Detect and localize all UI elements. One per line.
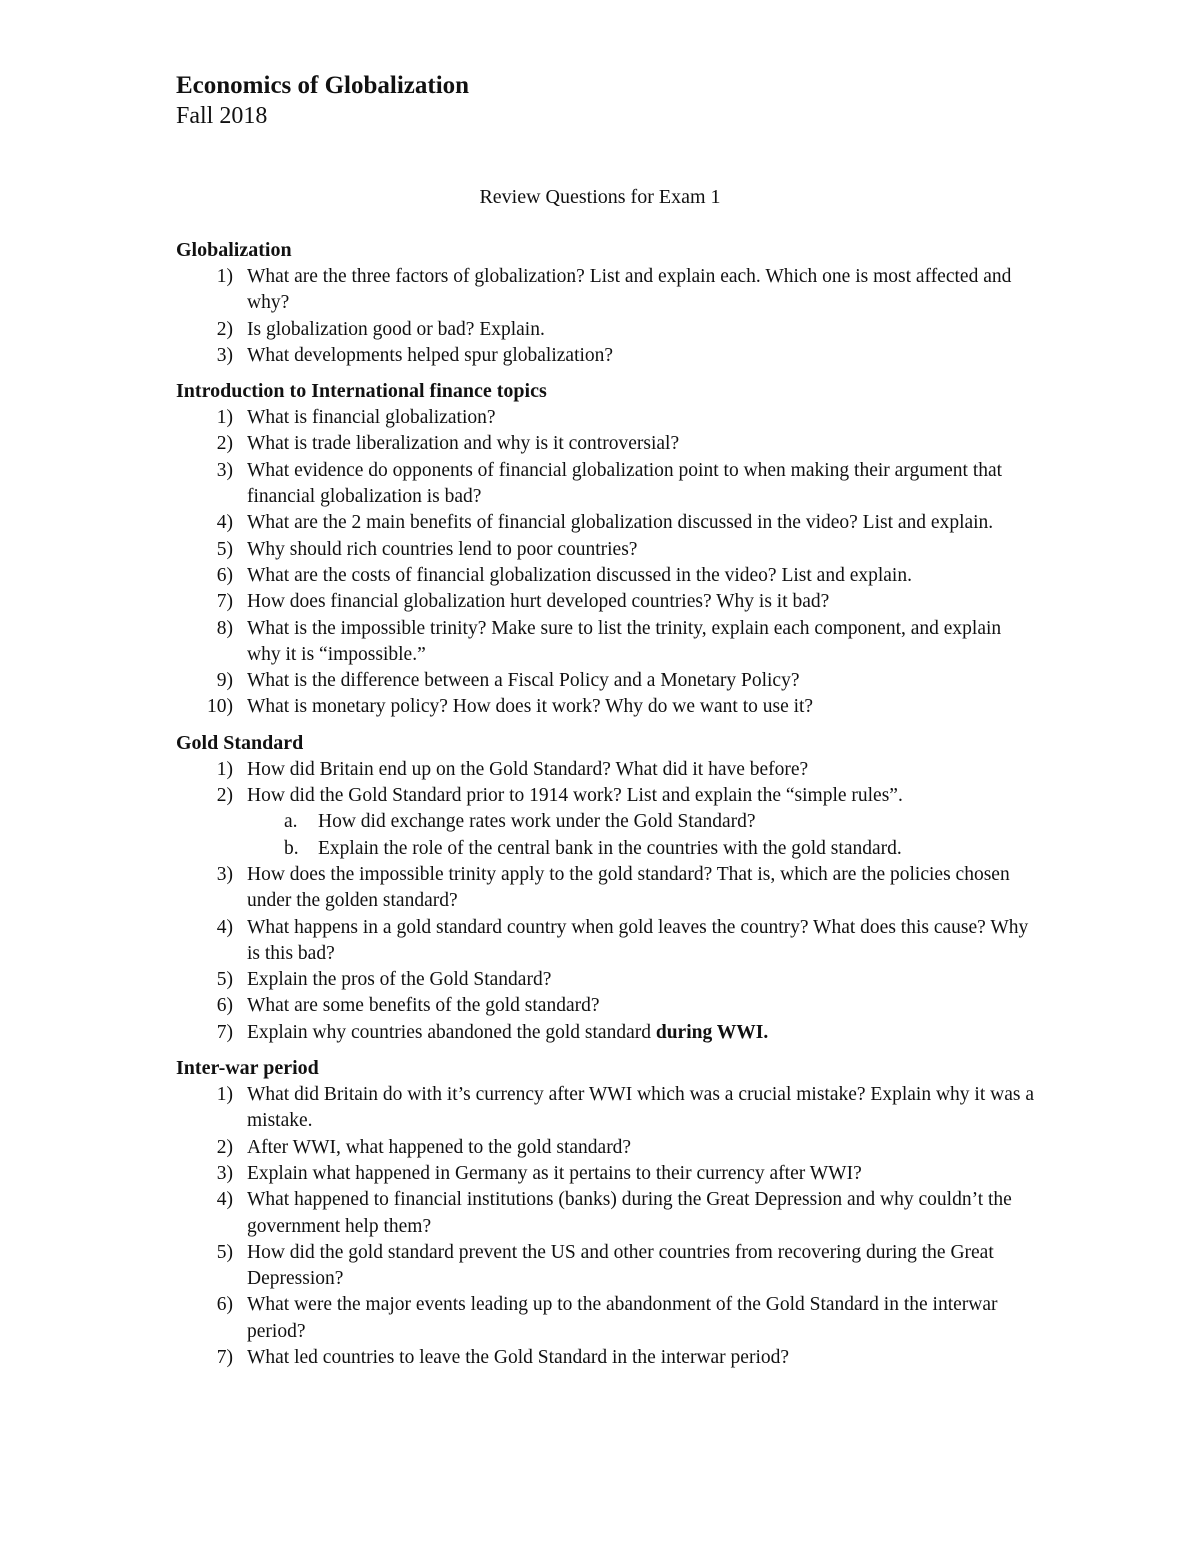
question-item: [176, 1161, 1036, 1187]
question-text: What is the impossible trinity? Make sure to list the trinity, explain each component, and explain why it is “impossible.”: [247, 617, 1002, 665]
question-number: 5): [216, 1241, 233, 1263]
question-number: 3): [216, 863, 233, 885]
question-text: What happens in a gold standard country when gold leaves the country? What does this cause? Why is this bad?: [247, 916, 1029, 964]
question-number: 4): [216, 512, 233, 534]
question-text: Is globalization good or bad? Explain.: [247, 318, 545, 340]
question-number: 2): [216, 318, 233, 340]
question-item: [176, 264, 1036, 317]
question-item: [176, 967, 1036, 993]
section-title: Introduction to International finance topics: [176, 380, 547, 403]
question-item: [176, 694, 1036, 720]
question-item: [176, 1082, 1036, 1135]
question-number: 6): [216, 564, 233, 586]
question-text: After WWI, what happened to the gold standard?: [247, 1136, 632, 1158]
question-number: 7): [216, 1346, 233, 1368]
question-item: [176, 616, 1036, 669]
question-number: 7): [216, 591, 233, 613]
question-text: What did Britain do with it’s currency after WWI which was a crucial mistake? Explain why it was a mistake.: [247, 1084, 1034, 1132]
question-number: 3): [216, 459, 233, 481]
question-item: [176, 343, 1036, 369]
question-list: [176, 757, 1036, 1046]
question-number: 2): [216, 433, 233, 455]
sub-question-label: b.: [284, 837, 299, 859]
section: [176, 377, 1036, 721]
question-number: 2): [216, 785, 233, 807]
question-number: 10): [207, 696, 233, 718]
question-list: [176, 1082, 1036, 1371]
question-text: Explain why countries abandoned the gold standard: [247, 1021, 656, 1043]
section: [176, 1054, 1036, 1371]
course-title: Economics of Globalization: [176, 72, 470, 99]
question-text: How did Britain end up on the Gold Standard? What did it have before?: [247, 758, 809, 780]
question-text: What were the major events leading up to the abandonment of the Gold Standard in the interwar period?: [247, 1294, 998, 1342]
question-text: What happened to financial institutions (banks) during the Great Depression and why couldn’t the government help them?: [247, 1189, 1012, 1237]
question-number: 7): [216, 1021, 233, 1043]
sub-question-text: Explain the role of the central bank in the countries with the gold standard.: [318, 837, 902, 859]
question-item: [176, 431, 1036, 457]
sub-question-item: [247, 809, 1036, 835]
question-item: [176, 1187, 1036, 1240]
question-text: How did the Gold Standard prior to 1914 work? List and explain the “simple rules”.: [247, 785, 903, 807]
question-text: What is financial globalization?: [247, 407, 496, 429]
question-number: 6): [216, 1294, 233, 1316]
question-item: [176, 458, 1036, 511]
question-number: 1): [216, 758, 233, 780]
question-number: 6): [216, 995, 233, 1017]
question-item: [176, 915, 1036, 968]
question-text: What developments helped spur globalization?: [247, 344, 614, 366]
question-text: What is the difference between a Fiscal Policy and a Monetary Policy?: [247, 670, 800, 692]
question-text: Explain the pros of the Gold Standard?: [247, 969, 552, 991]
sub-question-label: a.: [284, 811, 298, 833]
question-text: What are the 2 main benefits of financial globalization discussed in the video? List and explain.: [247, 512, 994, 534]
question-number: 8): [216, 617, 233, 639]
question-number: 1): [216, 266, 233, 287]
question-item: [176, 783, 1036, 862]
question-item: [176, 1020, 1036, 1046]
question-text: How did the gold standard prevent the US and other countries from recovering during the Great Depression?: [247, 1241, 994, 1290]
question-number: 1): [216, 407, 233, 429]
question-text: What are the costs of financial globalization discussed in the video? List and explain.: [247, 564, 912, 586]
question-list: [176, 405, 1036, 721]
question-emphasis: during WWI.: [655, 1021, 769, 1043]
question-number: 2): [216, 1136, 233, 1158]
question-item: [176, 317, 1036, 343]
question-item: [176, 537, 1036, 563]
question-number: 5): [216, 538, 233, 560]
section: [176, 729, 1036, 1046]
question-number: 4): [216, 1189, 233, 1211]
question-number: 3): [216, 1162, 233, 1184]
question-text: Why should rich countries lend to poor countries?: [247, 538, 638, 560]
question-text: What is trade liberalization and why is it controversial?: [247, 433, 680, 455]
question-item: [176, 1240, 1036, 1293]
question-item: [176, 993, 1036, 1019]
question-item: [176, 405, 1036, 431]
question-text: What are the three factors of globalization? List and explain each. Which one is most affected and why?: [247, 266, 1012, 314]
section-title: Gold Standard: [176, 731, 304, 754]
question-item: [176, 668, 1036, 694]
question-text: Explain what happened in Germany as it pertains to their currency after WWI?: [247, 1162, 862, 1184]
question-list: [176, 264, 1036, 369]
sub-question-text: How did exchange rates work under the Gold Standard?: [318, 811, 756, 833]
section-title: Globalization: [176, 239, 292, 261]
question-item: [176, 563, 1036, 589]
sub-question-item: [247, 836, 1036, 862]
term-label: Fall 2018: [176, 103, 268, 129]
sub-question-list: [247, 809, 1036, 862]
question-text: What is monetary policy? How does it work? Why do we want to use it?: [247, 696, 814, 718]
question-item: [176, 1292, 1036, 1345]
section-title: Inter-war period: [176, 1057, 319, 1080]
question-number: 9): [216, 670, 233, 692]
question-text: What are some benefits of the gold standard?: [247, 995, 600, 1017]
question-number: 1): [216, 1084, 233, 1106]
question-text: What led countries to leave the Gold Standard in the interwar period?: [247, 1346, 790, 1368]
question-sections: [176, 236, 1036, 1379]
question-item: [176, 1345, 1036, 1371]
question-item: [176, 862, 1036, 915]
question-number: 3): [216, 344, 233, 366]
question-number: 5): [216, 969, 233, 991]
question-text: What evidence do opponents of financial globalization point to when making their argument that financial globalization is bad?: [247, 459, 1003, 508]
question-item: [176, 510, 1036, 536]
question-number: 4): [216, 916, 233, 938]
question-item: [176, 757, 1036, 783]
section: [176, 236, 1036, 369]
question-item: [176, 589, 1036, 615]
document-heading: Review Questions for Exam 1: [479, 186, 721, 208]
question-text: How does the impossible trinity apply to the gold standard? That is, which are the policies chosen under the golden standard?: [247, 863, 1010, 912]
question-text: How does financial globalization hurt developed countries? Why is it bad?: [247, 591, 830, 613]
question-item: [176, 1135, 1036, 1161]
